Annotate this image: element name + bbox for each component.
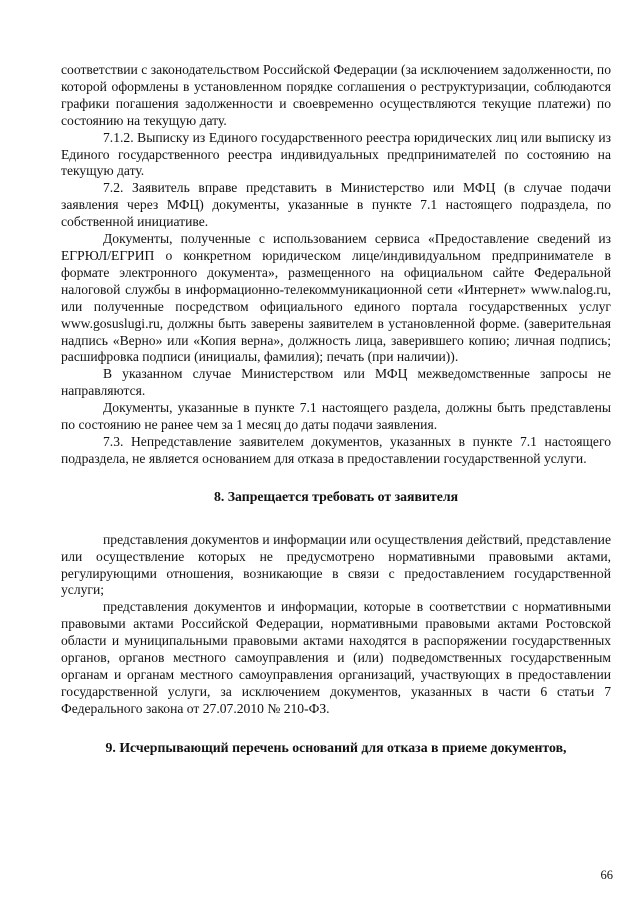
paragraph-interagency-requests: В указанном случае Министерством или МФЦ межведомственные запросы не направляются. [61,366,611,399]
document-body [61,62,611,756]
paragraph-documents-service: Документы, полученные с использованием сервиса «Предоставление сведений из ЕГРЮЛ/ЕГРИП о конкретном юридическом лице/индивидуальном предпринимателе в формате электронного документа», размещенного на официальном сайте Федеральной налоговой службы в информационно-телекоммуникационной сети «Интернет» www.nalog.ru, или полученные посредством официального единого портала государственных услуг www.gosuslugi.ru, должны быть заверены заявителем в установленной форме. (заверительная надпись «Верно» или «Копия верна», должность лица, заверившего копию; личная подпись; расшифровка подписи (инициалы, фамилия); печать (при наличии)). [61,231,611,365]
section-8-item-1: представления документов и информации или осуществления действий, представление или осуществление которых не предусмотрено нормативными правовыми актами, регулирующими отношения, возникающие в связи с предоставлением государственной услуги; [61,531,611,598]
paragraph-7-3: 7.3. Непредставление заявителем документов, указанных в пункте 7.1 настоящего подраздела, не является основанием для отказа в предоставлении государственной услуги. [61,433,611,466]
section-8-item-2: представления документов и информации, которые в соответствии с нормативными правовыми актами Российской Федерации, нормативными правовыми актами Ростовской области и муниципальными правовыми актами находятся в распоряжении государственных органов, органов местного самоуправления и (или) подведомственных государственным органам и органам местного самоуправления организаций, участвующих в предоставлении государственной услуги, за исключением документов, указанных в части 6 статьи 7 Федерального закона от 27.07.2010 № 210-ФЗ. [61,599,611,716]
section-8-title: 8. Запрещается требовать от заявителя [213,488,459,504]
paragraph-7-2: 7.2. Заявитель вправе представить в Министерство или МФЦ (в случае подачи заявления через МФЦ) документы, указанные в пункте 7.1 настоящего подраздела, по собственной инициативе. [61,180,611,230]
paragraph-continuation: соответствии с законодательством Российской Федерации (за исключением задолженности, по которой оформлены в установленном порядке соглашения о реструктуризации, соблюдаются графики погашения задолженности и своевременно осуществляются текущие платежи) по состоянию на текущую дату. [61,62,611,128]
section-9-title: 9. Исчерпывающий перечень оснований для отказа в приеме документов, [105,739,567,755]
paragraph-7-1-2: 7.1.2. Выписку из Единого государственного реестра юридических лиц или выписку из Единого государственного реестра индивидуальных предпринимателей по состоянию на текущую дату. [61,129,611,179]
page-number: 66 [600,868,613,882]
paragraph-documents-date: Документы, указанные в пункте 7.1 настоящего раздела, должны быть представлены по состоянию не ранее чем за 1 месяц до даты подачи заявления. [61,400,611,433]
